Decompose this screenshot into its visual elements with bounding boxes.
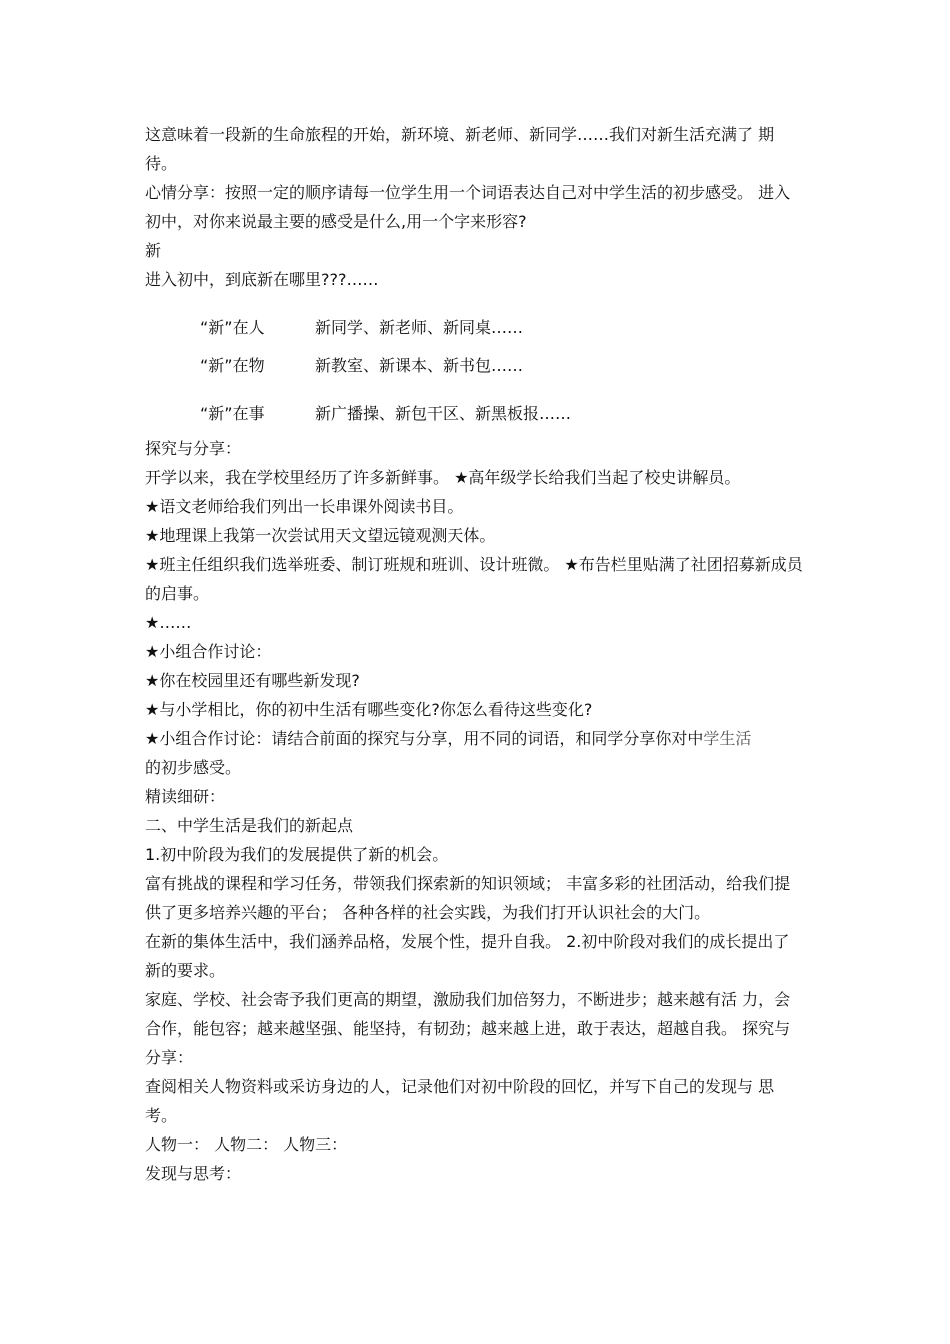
paragraph-question: 进入初中，到底新在哪里???…… [145, 270, 379, 289]
new-aspect-items: 新同学、新老师、新同桌…… [315, 317, 524, 337]
new-aspect-category: “新”在事 [200, 403, 265, 423]
new-aspect-row [145, 394, 805, 432]
paragraph-persons: 人物一： 人物二： 人物三： [145, 1135, 348, 1154]
heading-explore-share: 探究与分享： [145, 439, 242, 458]
new-aspect-items: 新教室、新课本、新书包…… [315, 355, 524, 375]
paragraph-mood-share: 心情分享：按照一定的顺序请每一位学生用一个词语表达自己对中学生活的初步感受。 进入初中，对你来说最主要的感受是什么,用一个字来形容? [145, 183, 791, 231]
heading-point-1: 1.初中阶段为我们的发展提供了新的机会。 [145, 845, 449, 864]
paragraph-explore-3: ★地理课上我第一次尝试用天文望远镜观测天体。 [145, 526, 496, 545]
paragraph-task: 查阅相关人物资料或采访身边的人，记录他们对初中阶段的回忆，并写下自己的发现与 思考。 [145, 1077, 775, 1125]
new-aspect-category: “新”在人 [200, 317, 265, 337]
paragraph-explore-7: ★你在校园里还有哪些新发现? [145, 671, 360, 690]
paragraph-point-1-b: 在新的集体生活中，我们涵养品格，发展个性，提升自我。 2.初中阶段对我们的成长提出了新的要求。 [145, 932, 790, 980]
new-aspect-row [145, 346, 805, 384]
paragraph-explore-1: 开学以来，我在学校里经历了许多新鲜事。 ★高年级学长给我们当起了校史讲解员。 [145, 468, 741, 487]
paragraph-explore-4: ★班主任组织我们选举班委、制订班规和班训、设计班微。 ★布告栏里贴满了社团招募新成员的启事。 [145, 555, 803, 603]
document-body [145, 120, 805, 1188]
paragraph-explore-6: ★小组合作讨论： [145, 642, 272, 661]
paragraph-explore-9 [145, 724, 805, 753]
paragraph-point-2: 家庭、学校、社会寄予我们更高的期望，激励我们加倍努力，不断进步；越来越有活 力，会合作，能包容；越来越坚强、能坚持，有韧劲；越来越上进，敢于表达，超越自我。 探究与分享： [145, 990, 791, 1067]
heading-close-reading: 精读细研： [145, 787, 226, 806]
paragraph-point-1-a: 富有挑战的课程和学习任务，带领我们探索新的知识领域； 丰富多彩的社团活动，给我们提供了更多培养兴趣的平台； 各种各样的社会实践，为我们打开认识社会的大门。 [145, 874, 791, 922]
new-aspect-row [145, 308, 805, 346]
paragraph-explore-2: ★语文老师给我们列出一长串课外阅读书目。 [145, 497, 464, 516]
paragraph-explore-9-grey: 学生活 [703, 729, 752, 748]
paragraph-explore-5: ★…… [145, 613, 192, 632]
paragraph-explore-10: 的初步感受。 [145, 758, 242, 777]
new-aspect-category: “新”在物 [200, 355, 265, 375]
paragraph-reflection: 发现与思考： [145, 1164, 242, 1183]
new-aspect-items: 新广播操、新包干区、新黑板报…… [315, 403, 572, 423]
paragraph-explore-8: ★与小学相比，你的初中生活有哪些变化?你怎么看待这些变化? [145, 700, 593, 719]
paragraph-explore-9-main: ★小组合作讨论：请结合前面的探究与分享，用不同的词语，和同学分享你对中 [145, 729, 704, 748]
paragraph-intro: 这意味着一段新的生命旅程的开始，新环境、新老师、新同学……我们对新生活充满了 期待。 [145, 125, 775, 173]
heading-section-2: 二、中学生活是我们的新起点 [145, 816, 354, 835]
new-aspects-list [145, 308, 805, 432]
paragraph-answer-word: 新 [145, 241, 162, 260]
